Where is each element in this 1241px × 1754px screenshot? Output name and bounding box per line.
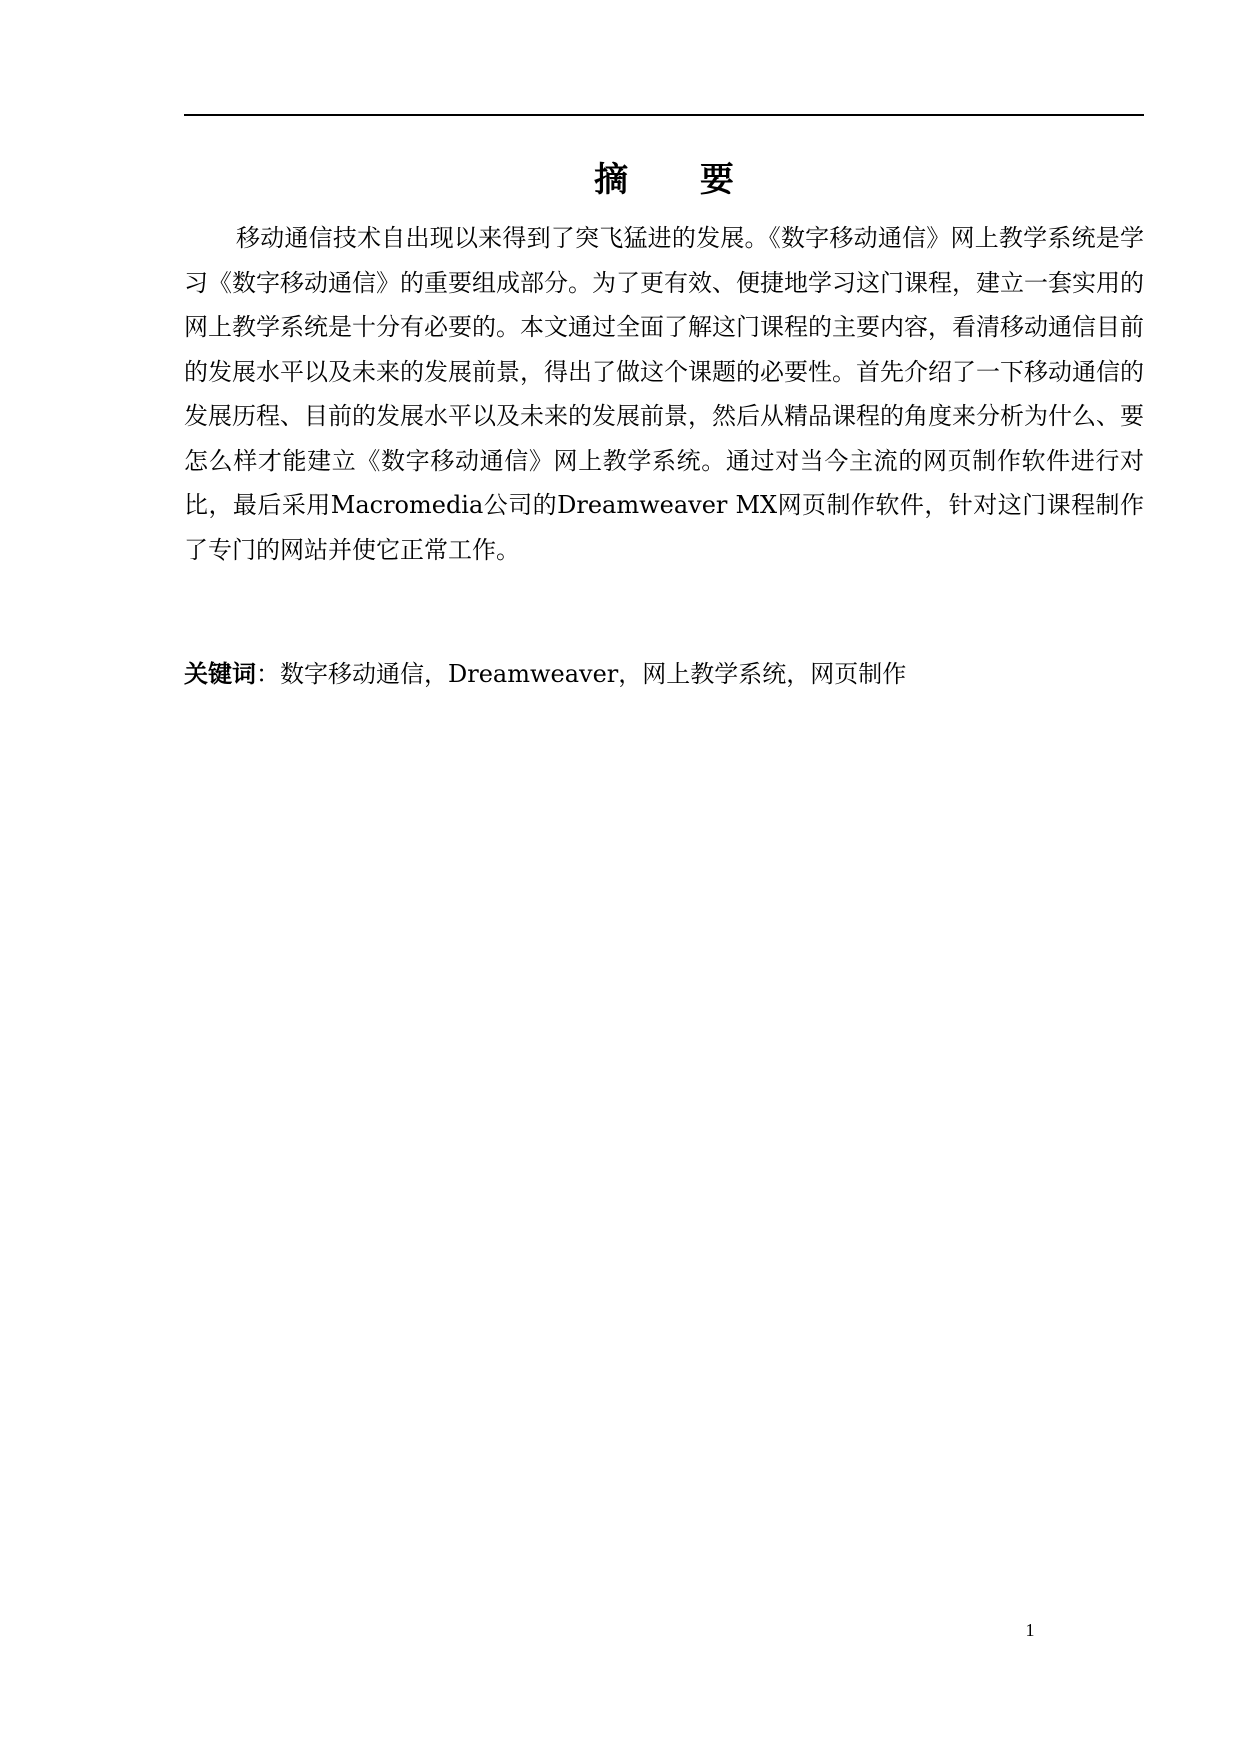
header-rule [184, 114, 1144, 116]
keywords-colon: ： [256, 660, 280, 688]
abstract-paragraph: 移动通信技术自出现以来得到了突飞猛进的发展。《数字移动通信》网上教学系统是学习《数字移动通信》的重要组成部分。为了更有效、便捷地学习这门课程，建立一套实用的网上教学系统是十分有必要的。本文通过全面了解这门课程的主要内容，看清移动通信目前的发展水平以及未来的发展前景，得出了做这个课题的必要性。首先介绍了一下移动通信的发展历程、目前的发展水平以及未来的发展前景，然后从精品课程的角度来分析为什么、要怎么样才能建立《数字移动通信》网上教学系统。通过对当今主流的网页制作软件进行对比，最后采用Macromedia公司的Dreamweaver MX网页制作软件，针对这门课程制作了专门的网站并使它正常工作。 [184, 224, 1144, 564]
keywords-line [184, 654, 1144, 694]
keywords-text: 数字移动通信，Dreamweaver，网上教学系统，网页制作 [280, 660, 907, 688]
abstract-title: 摘 要 [594, 160, 764, 200]
page-number: 1 [1025, 1620, 1035, 1640]
keywords-label: 关键词 [184, 660, 256, 688]
